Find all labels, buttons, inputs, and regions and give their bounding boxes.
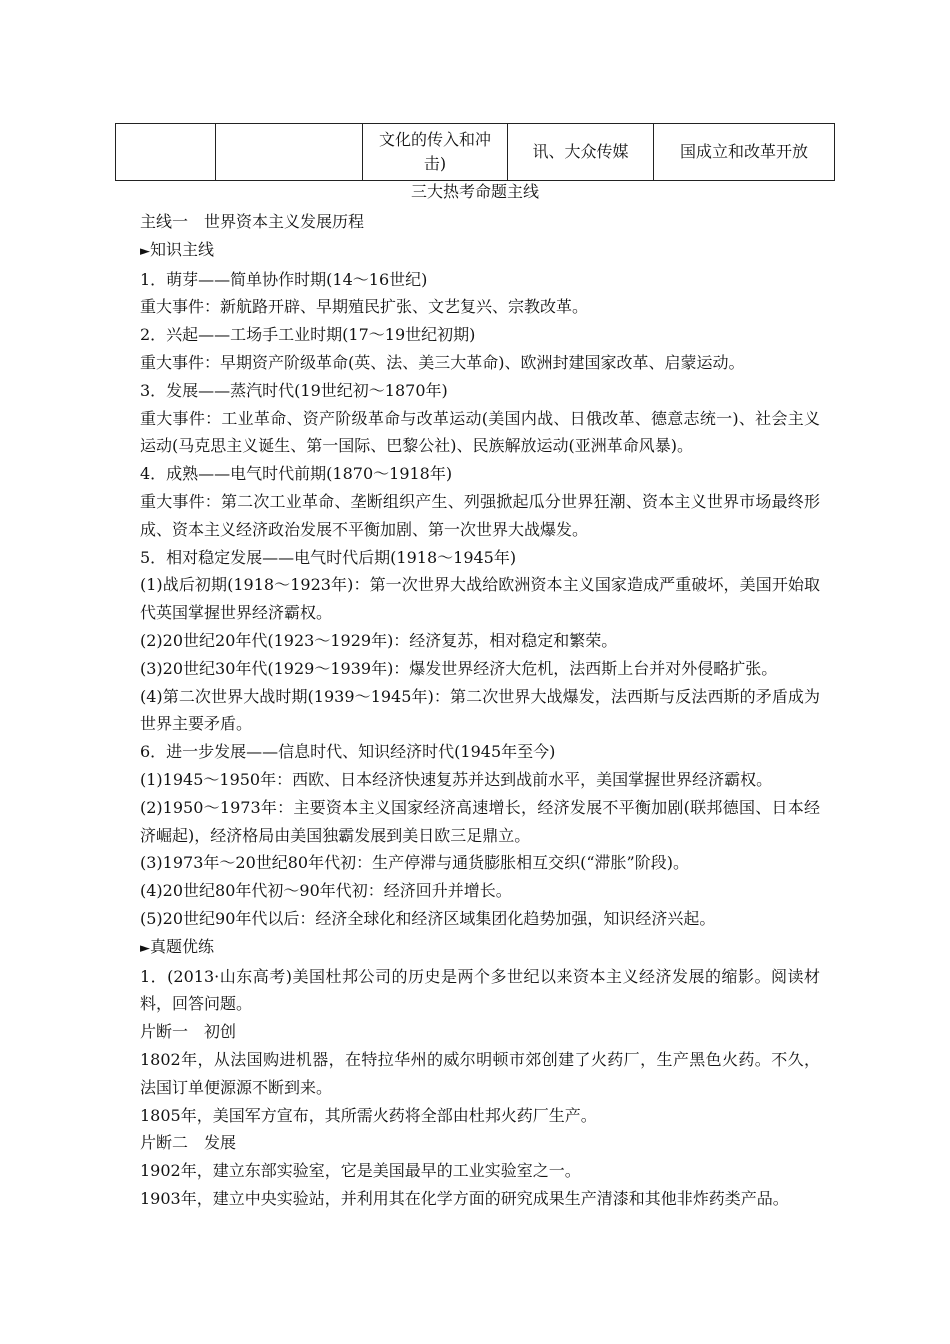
stage-line: (3)20世纪30年代(1929～1939年)：爆发世界经济大危机，法西斯上台并对外侵略扩张。	[140, 658, 778, 678]
stage-line: 重大事件：新航路开辟、早期殖民扩张、文艺复兴、宗教改革。	[140, 297, 589, 317]
table-cell	[216, 124, 363, 181]
main-line-title: 主线一 世界资本主义发展历程	[140, 212, 365, 231]
stage-line: 重大事件：早期资产阶级革命(英、法、美三大革命)、欧洲封建国家改革、启蒙运动。	[140, 352, 745, 372]
stage-line: 重大事件：工业革命、资产阶级革命与改革运动(美国内战、日俄改革、德意志统一)、社会主义运动(马克思主义诞生、第一国际、巴黎公社)、民族解放运动(亚洲革命风暴)。	[140, 408, 820, 456]
table-cell	[116, 124, 216, 181]
stage-line: (2)1950～1973年：主要资本主义国家经济高速增长，经济发展不平衡加剧(联邦德国、日本经济崛起)，经济格局由美国独霸发展到美日欧三足鼎立。	[140, 797, 820, 845]
knowledge-header	[140, 236, 820, 266]
table-fragment	[115, 123, 835, 181]
table-row	[116, 124, 835, 181]
stage-line: 4．成熟——电气时代前期(1870～1918年)	[140, 464, 453, 484]
table-cell: 讯、大众传媒	[508, 124, 654, 181]
stage-line: 3．发展——蒸汽时代(19世纪初～1870年)	[140, 380, 448, 400]
table-cell: 文化的传入和冲击)	[363, 124, 508, 181]
question-intro: 1．(2013·山东高考)美国杜邦公司的历史是两个多世纪以来资本主义经济发展的缩影。阅读材料，回答问题。	[140, 966, 820, 1014]
stage-line: 5．相对稳定发展——电气时代后期(1918～1945年)	[140, 547, 517, 567]
stage-line: (4)第二次世界大战时期(1939～1945年)：第二次世界大战爆发，法西斯与反法西斯的矛盾成为世界主要矛盾。	[140, 686, 820, 734]
triangle-bullet-icon: ►	[140, 940, 150, 956]
stage-line: (5)20世纪90年代以后：经济全球化和经济区域集团化趋势加强，知识经济兴起。	[140, 908, 716, 928]
exam-header-label: 真题优练	[150, 936, 215, 956]
exam-header	[140, 933, 820, 963]
stage-line: (4)20世纪80年代初～90年代初：经济回升并增长。	[140, 881, 512, 901]
stage-line: (2)20世纪20年代(1923～1929年)：经济复苏，相对稳定和繁荣。	[140, 630, 618, 650]
stage-line: (1)战后初期(1918～1923年)：第一次世界大战给欧洲资本主义国家造成严重破坏，美国开始取代英国掌握世界经济霸权。	[140, 575, 820, 623]
fragment-line: 1802年，从法国购进机器，在特拉华州的威尔明顿市郊创建了火药厂，生产黑色火药。不久，法国订单便源源不断到来。	[140, 1049, 820, 1097]
stage-line: (3)1973年～20世纪80年代初：生产停滞与通货膨胀相互交织(“滞胀”阶段)。	[140, 853, 689, 873]
stage-line: 重大事件：第二次工业革命、垄断组织产生、列强掀起瓜分世界狂潮、资本主义世界市场最终形成、资本主义经济政治发展不平衡加剧、第一次世界大战爆发。	[140, 491, 820, 539]
fragment-line: 1805年，美国军方宣布，其所需火药将全部由杜邦火药厂生产。	[140, 1105, 597, 1125]
fragment-line: 1903年，建立中央实验站，并利用其在化学方面的研究成果生产清漆和其他非炸药类产品。	[140, 1188, 789, 1208]
document-body	[140, 208, 820, 1213]
section-title: 三大热考命题主线	[410, 182, 539, 201]
fragment-line: 1902年，建立东部实验室，它是美国最早的工业实验室之一。	[140, 1161, 581, 1181]
triangle-bullet-icon: ►	[140, 243, 150, 259]
stage-line: 6．进一步发展——信息时代、知识经济时代(1945年至今)	[140, 742, 556, 762]
table-cell: 国成立和改革开放	[654, 124, 835, 181]
knowledge-header-label: 知识主线	[150, 239, 215, 259]
stage-line: 1．萌芽——简单协作时期(14～16世纪)	[140, 269, 428, 289]
stage-line: 2．兴起——工场手工业时期(17～19世纪初期)	[140, 325, 476, 345]
fragment-title: 片断一 初创	[140, 1022, 237, 1042]
fragment-title: 片断二 发展	[140, 1133, 237, 1153]
stage-line: (1)1945～1950年：西欧、日本经济快速复苏并达到战前水平，美国掌握世界经济霸权。	[140, 769, 773, 789]
